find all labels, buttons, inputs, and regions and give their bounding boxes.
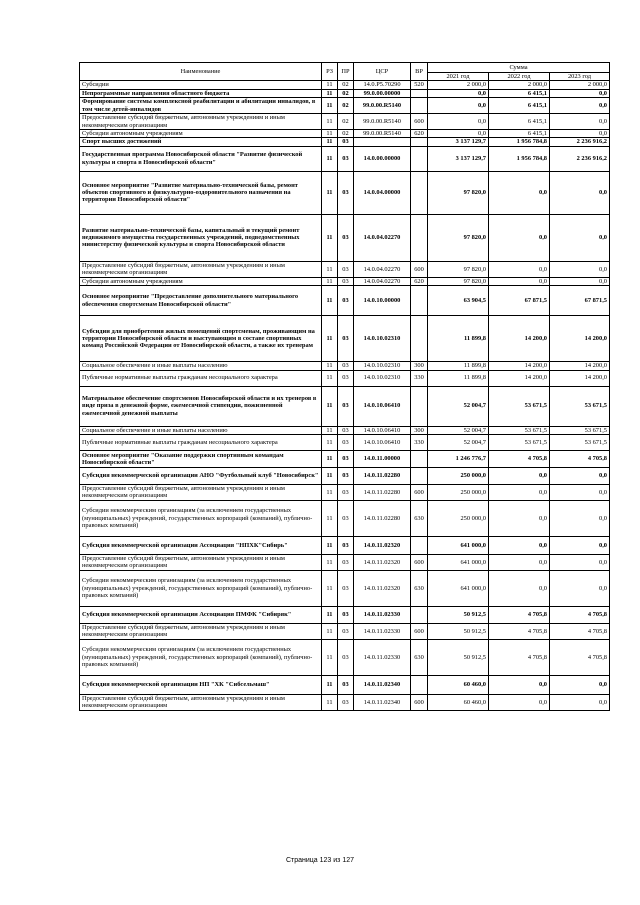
- cell-name: Государственная программа Новосибирской области "Развитие физической культуры и спорта в Новосибирской области": [80, 146, 322, 171]
- cell-csr: 99.0.00.R5140: [354, 130, 411, 138]
- cell-2023: 0,0: [550, 277, 610, 285]
- cell-2022: 6 415,1: [489, 130, 550, 138]
- cell-rz: 11: [322, 623, 338, 639]
- cell-vr: [411, 171, 428, 214]
- cell-name: Субсидии некоммерческим организациям (за исключением государственных (муниципальных) учреждений, государственных корпораций (компаний), публично-правовых компаний): [80, 639, 322, 675]
- cell-2022: 4 705,8: [489, 623, 550, 639]
- cell-2023: 0,0: [550, 114, 610, 130]
- cell-2023: 0,0: [550, 554, 610, 570]
- table-row: [80, 114, 610, 130]
- cell-2021: 250 000,0: [428, 484, 489, 500]
- table-row: [80, 484, 610, 500]
- cell-vr: [411, 98, 428, 114]
- cell-name: Непрограммные направления областного бюджета: [80, 89, 322, 97]
- cell-2021: 97 820,0: [428, 261, 489, 277]
- cell-pr: 03: [338, 434, 354, 450]
- cell-vr: 600: [411, 484, 428, 500]
- cell-vr: 300: [411, 426, 428, 434]
- table-row: [80, 81, 610, 89]
- cell-pr: 03: [338, 316, 354, 362]
- cell-pr: 03: [338, 286, 354, 316]
- cell-2023: 4 705,8: [550, 623, 610, 639]
- cell-pr: 02: [338, 130, 354, 138]
- table-row: [80, 277, 610, 285]
- cell-pr: 03: [338, 386, 354, 426]
- table-row: [80, 261, 610, 277]
- cell-2023: 0,0: [550, 484, 610, 500]
- cell-name: Предоставление субсидий бюджетным, автономным учреждениям и иным некоммерческим организациям: [80, 261, 322, 277]
- table-row: [80, 675, 610, 694]
- cell-csr: 14.0.10.06410: [354, 434, 411, 450]
- cell-vr: [411, 146, 428, 171]
- table-row: [80, 536, 610, 554]
- cell-rz: 11: [322, 362, 338, 370]
- header-name: Наименование: [80, 63, 322, 81]
- cell-2022: 0,0: [489, 554, 550, 570]
- cell-name: Субсидии автономным учреждениям: [80, 277, 322, 285]
- cell-vr: 600: [411, 623, 428, 639]
- cell-rz: 11: [322, 81, 338, 89]
- cell-rz: 11: [322, 484, 338, 500]
- cell-rz: 11: [322, 114, 338, 130]
- cell-pr: 03: [338, 362, 354, 370]
- cell-2022: 53 671,5: [489, 426, 550, 434]
- cell-pr: 03: [338, 675, 354, 694]
- cell-rz: 11: [322, 675, 338, 694]
- cell-name: Предоставление субсидий бюджетным, автономным учреждениям и иным некоммерческим организациям: [80, 623, 322, 639]
- cell-vr: [411, 606, 428, 623]
- cell-2021: 2 000,0: [428, 81, 489, 89]
- cell-name: Социальное обеспечение и иные выплаты населению: [80, 426, 322, 434]
- cell-2022: 0,0: [489, 214, 550, 261]
- cell-2021: 97 820,0: [428, 214, 489, 261]
- cell-rz: 11: [322, 98, 338, 114]
- cell-csr: 14.0.11.02340: [354, 675, 411, 694]
- cell-csr: 14.0.11.02280: [354, 500, 411, 536]
- table-row: [80, 316, 610, 362]
- cell-2022: 4 705,8: [489, 450, 550, 467]
- cell-pr: 03: [338, 536, 354, 554]
- cell-2023: 0,0: [550, 261, 610, 277]
- cell-vr: 330: [411, 434, 428, 450]
- cell-pr: 02: [338, 114, 354, 130]
- cell-rz: 11: [322, 316, 338, 362]
- cell-rz: 11: [322, 570, 338, 606]
- cell-2023: 0,0: [550, 467, 610, 484]
- cell-name: Субсидии автономным учреждениям: [80, 130, 322, 138]
- cell-2022: 14 200,0: [489, 370, 550, 386]
- table-row: [80, 639, 610, 675]
- cell-2022: 2 000,0: [489, 81, 550, 89]
- cell-2022: 14 200,0: [489, 316, 550, 362]
- cell-pr: 02: [338, 98, 354, 114]
- table-row: [80, 286, 610, 316]
- header-year-2021: 2021 год: [428, 73, 489, 81]
- cell-2021: 0,0: [428, 98, 489, 114]
- cell-2021: 52 004,7: [428, 426, 489, 434]
- cell-2023: 0,0: [550, 500, 610, 536]
- cell-csr: 14.0.11.02280: [354, 467, 411, 484]
- cell-rz: 11: [322, 277, 338, 285]
- cell-name: Субсидии для приобретения жилых помещений спортсменам, проживающим на территории Новосибирской области и выступающим в составе спортивных команд Российской Федерации от Новосибирской области, а также их тренерам: [80, 316, 322, 362]
- cell-csr: 99.0.00.00000: [354, 89, 411, 97]
- page-footer: Страница 123 из 127: [285, 857, 355, 864]
- cell-2022: 0,0: [489, 675, 550, 694]
- cell-2022: 1 956 784,8: [489, 146, 550, 171]
- cell-name: Публичные нормативные выплаты гражданам несоциального характера: [80, 370, 322, 386]
- table-row: [80, 171, 610, 214]
- cell-2021: 0,0: [428, 130, 489, 138]
- table-row: [80, 606, 610, 623]
- cell-name: Спорт высших достижений: [80, 138, 322, 146]
- cell-pr: 03: [338, 450, 354, 467]
- cell-name: Предоставление субсидий бюджетным, автономным учреждениям и иным некоммерческим организациям: [80, 554, 322, 570]
- cell-rz: 11: [322, 386, 338, 426]
- table-row: [80, 138, 610, 146]
- cell-vr: 300: [411, 362, 428, 370]
- cell-rz: 11: [322, 467, 338, 484]
- cell-vr: [411, 386, 428, 426]
- cell-2021: 52 004,7: [428, 434, 489, 450]
- cell-vr: 600: [411, 114, 428, 130]
- table-row: [80, 450, 610, 467]
- cell-2023: 0,0: [550, 536, 610, 554]
- cell-name: Основное мероприятие "Развитие материально-технической базы, ремонт объектов спортивного и физкультурно-оздоровительного назначения на территории Новосибирской области": [80, 171, 322, 214]
- cell-2023: 14 200,0: [550, 362, 610, 370]
- table-row: [80, 214, 610, 261]
- cell-name: Материальное обеспечение спортсменов Новосибирской области и их тренеров в виде приза в денежной форме, ежемесячной стипендии, пожизненной ежемесячной денежной выплаты: [80, 386, 322, 426]
- cell-2021: 11 899,8: [428, 362, 489, 370]
- cell-rz: 11: [322, 130, 338, 138]
- cell-2023: 53 671,5: [550, 434, 610, 450]
- header-sum: Сумма: [428, 63, 610, 73]
- cell-pr: 03: [338, 370, 354, 386]
- cell-2023: 0,0: [550, 570, 610, 606]
- cell-csr: 14.0.00.00000: [354, 146, 411, 171]
- cell-rz: 11: [322, 89, 338, 97]
- cell-2021: 250 000,0: [428, 467, 489, 484]
- cell-2023: 53 671,5: [550, 426, 610, 434]
- header-vr: ВР: [411, 63, 428, 81]
- cell-2023: 0,0: [550, 130, 610, 138]
- cell-name: Субсидия некоммерческой организации Ассоциация ПМФК "Сибиряк": [80, 606, 322, 623]
- cell-name: Субсидия некоммерческой организации НП "ХК "Сибсельмаш": [80, 675, 322, 694]
- cell-vr: [411, 316, 428, 362]
- cell-name: Предоставление субсидий бюджетным, автономным учреждениям и иным некоммерческим организациям: [80, 114, 322, 130]
- cell-csr: 14.0.P5.70290: [354, 81, 411, 89]
- cell-2021: 11 899,8: [428, 316, 489, 362]
- cell-2023: 14 200,0: [550, 316, 610, 362]
- cell-rz: 11: [322, 261, 338, 277]
- cell-2022: 0,0: [489, 467, 550, 484]
- cell-2021: 3 137 129,7: [428, 146, 489, 171]
- cell-rz: 11: [322, 606, 338, 623]
- cell-2023: 0,0: [550, 98, 610, 114]
- header-pr: ПР: [338, 63, 354, 81]
- cell-csr: 99.0.00.R5140: [354, 98, 411, 114]
- cell-pr: 03: [338, 570, 354, 606]
- cell-pr: 03: [338, 500, 354, 536]
- cell-pr: 03: [338, 467, 354, 484]
- cell-2023: 0,0: [550, 694, 610, 710]
- cell-name: Формирование системы комплексной реабилитации и абилитации инвалидов, в том числе детей-инвалидов: [80, 98, 322, 114]
- cell-vr: 630: [411, 639, 428, 675]
- table-row: [80, 98, 610, 114]
- cell-vr: [411, 536, 428, 554]
- cell-2023: 0,0: [550, 171, 610, 214]
- cell-name: Развитие материально-технической базы, капитальный и текущий ремонт недвижимого имущества государственных учреждений, подведомственных министерству физической культуры и спорта Новосибирской области: [80, 214, 322, 261]
- cell-2021: 0,0: [428, 89, 489, 97]
- cell-2022: 0,0: [489, 484, 550, 500]
- cell-2023: 2 236 916,2: [550, 146, 610, 171]
- cell-2023: 67 871,5: [550, 286, 610, 316]
- table-row: [80, 434, 610, 450]
- cell-vr: 630: [411, 500, 428, 536]
- cell-2022: 6 415,1: [489, 89, 550, 97]
- cell-rz: 11: [322, 434, 338, 450]
- table-body: [80, 81, 610, 711]
- cell-name: Основное мероприятие "Оказание поддержки спортивным командам Новосибирской области": [80, 450, 322, 467]
- cell-2021: 50 912,5: [428, 606, 489, 623]
- cell-csr: 14.0.10.02310: [354, 362, 411, 370]
- cell-pr: 03: [338, 146, 354, 171]
- cell-vr: 600: [411, 261, 428, 277]
- cell-vr: 600: [411, 694, 428, 710]
- cell-vr: 330: [411, 370, 428, 386]
- cell-rz: 11: [322, 370, 338, 386]
- cell-vr: 600: [411, 554, 428, 570]
- cell-2021: 0,0: [428, 114, 489, 130]
- cell-2021: 1 246 776,7: [428, 450, 489, 467]
- cell-2022: 0,0: [489, 536, 550, 554]
- cell-2021: 641 000,0: [428, 536, 489, 554]
- cell-2022: 0,0: [489, 570, 550, 606]
- header-year-2022: 2022 год: [489, 73, 550, 81]
- cell-2022: 4 705,8: [489, 606, 550, 623]
- header-year-2023: 2023 год: [550, 73, 610, 81]
- cell-2022: 0,0: [489, 500, 550, 536]
- cell-2022: 0,0: [489, 277, 550, 285]
- cell-rz: 11: [322, 214, 338, 261]
- cell-rz: 11: [322, 286, 338, 316]
- cell-2022: 0,0: [489, 694, 550, 710]
- cell-pr: 02: [338, 89, 354, 97]
- budget-table: [79, 62, 610, 711]
- cell-csr: 14.0.04.02270: [354, 261, 411, 277]
- cell-csr: 14.0.11.02280: [354, 484, 411, 500]
- table-row: [80, 146, 610, 171]
- cell-csr: 14.0.11.02320: [354, 570, 411, 606]
- cell-2023: 0,0: [550, 214, 610, 261]
- cell-2022: 1 956 784,8: [489, 138, 550, 146]
- cell-rz: 11: [322, 138, 338, 146]
- cell-name: Публичные нормативные выплаты гражданам несоциального характера: [80, 434, 322, 450]
- cell-pr: 03: [338, 639, 354, 675]
- table-row: [80, 386, 610, 426]
- cell-name: Субсидия некоммерческой организации Ассоциация "НПХК"Сибирь": [80, 536, 322, 554]
- cell-2021: 60 460,0: [428, 675, 489, 694]
- cell-name: Субсидии некоммерческим организациям (за исключением государственных (муниципальных) учреждений, государственных корпораций (компаний), публично-правовых компаний): [80, 500, 322, 536]
- table-row: [80, 554, 610, 570]
- table-row: [80, 370, 610, 386]
- cell-rz: 11: [322, 500, 338, 536]
- cell-2022: 4 705,8: [489, 639, 550, 675]
- table-row: [80, 89, 610, 97]
- budget-table-container: [79, 62, 609, 711]
- header-rz: РЗ: [322, 63, 338, 81]
- cell-rz: 11: [322, 171, 338, 214]
- cell-pr: 03: [338, 694, 354, 710]
- cell-csr: 14.0.04.02270: [354, 277, 411, 285]
- cell-pr: 03: [338, 484, 354, 500]
- cell-name: Основное мероприятие "Предоставление дополнительного материального обеспечения спортсменам Новосибирской области": [80, 286, 322, 316]
- cell-name: Предоставление субсидий бюджетным, автономным учреждениям и иным некоммерческим организациям: [80, 484, 322, 500]
- cell-rz: 11: [322, 146, 338, 171]
- cell-rz: 11: [322, 536, 338, 554]
- cell-2023: 2 000,0: [550, 81, 610, 89]
- cell-vr: 620: [411, 277, 428, 285]
- cell-2023: 4 705,8: [550, 639, 610, 675]
- cell-2021: 3 137 129,7: [428, 138, 489, 146]
- table-row: [80, 426, 610, 434]
- cell-rz: 11: [322, 694, 338, 710]
- cell-pr: 03: [338, 277, 354, 285]
- cell-2021: 97 820,0: [428, 171, 489, 214]
- cell-csr: 14.0.11.02320: [354, 536, 411, 554]
- cell-2022: 6 415,1: [489, 114, 550, 130]
- cell-rz: 11: [322, 639, 338, 675]
- cell-csr: 99.0.00.R5140: [354, 114, 411, 130]
- cell-csr: 14.0.11.02330: [354, 639, 411, 675]
- cell-2023: 14 200,0: [550, 370, 610, 386]
- cell-2023: 2 236 916,2: [550, 138, 610, 146]
- cell-pr: 03: [338, 606, 354, 623]
- cell-pr: 03: [338, 261, 354, 277]
- cell-2021: 50 912,5: [428, 639, 489, 675]
- table-row: [80, 570, 610, 606]
- cell-csr: 14.0.04.02270: [354, 214, 411, 261]
- cell-2021: 641 000,0: [428, 570, 489, 606]
- table-row: [80, 500, 610, 536]
- cell-name: Субсидии: [80, 81, 322, 89]
- cell-vr: [411, 89, 428, 97]
- cell-2022: 0,0: [489, 171, 550, 214]
- cell-csr: 14.0.10.06410: [354, 386, 411, 426]
- cell-csr: 14.0.11.02320: [354, 554, 411, 570]
- cell-2022: 0,0: [489, 261, 550, 277]
- cell-name: Субсидии некоммерческим организациям (за исключением государственных (муниципальных) учреждений, государственных корпораций (компаний), публично-правовых компаний): [80, 570, 322, 606]
- cell-name: Социальное обеспечение и иные выплаты населению: [80, 362, 322, 370]
- cell-2021: 250 000,0: [428, 500, 489, 536]
- cell-2023: 4 705,8: [550, 450, 610, 467]
- cell-name: Предоставление субсидий бюджетным, автономным учреждениям и иным некоммерческим организациям: [80, 694, 322, 710]
- cell-csr: 14.0.11.00000: [354, 450, 411, 467]
- cell-2022: 53 671,5: [489, 434, 550, 450]
- cell-vr: [411, 450, 428, 467]
- cell-2021: 52 004,7: [428, 386, 489, 426]
- cell-2022: 6 415,1: [489, 98, 550, 114]
- cell-rz: 11: [322, 554, 338, 570]
- cell-pr: 03: [338, 171, 354, 214]
- cell-rz: 11: [322, 426, 338, 434]
- cell-2023: 0,0: [550, 89, 610, 97]
- cell-2021: 641 000,0: [428, 554, 489, 570]
- cell-2021: 63 904,5: [428, 286, 489, 316]
- table-row: [80, 362, 610, 370]
- cell-2023: 0,0: [550, 675, 610, 694]
- cell-vr: [411, 675, 428, 694]
- cell-pr: 03: [338, 426, 354, 434]
- cell-csr: 14.0.10.06410: [354, 426, 411, 434]
- cell-2021: 11 899,8: [428, 370, 489, 386]
- cell-pr: 03: [338, 623, 354, 639]
- cell-2022: 14 200,0: [489, 362, 550, 370]
- cell-csr: 14.0.10.00000: [354, 286, 411, 316]
- cell-pr: 03: [338, 554, 354, 570]
- cell-csr: 14.0.11.02340: [354, 694, 411, 710]
- cell-2021: 97 820,0: [428, 277, 489, 285]
- cell-vr: 520: [411, 81, 428, 89]
- table-row: [80, 130, 610, 138]
- table-row: [80, 623, 610, 639]
- cell-pr: 02: [338, 81, 354, 89]
- cell-2022: 67 871,5: [489, 286, 550, 316]
- cell-name: Субсидия некоммерческой организации АНО "Футбольный клуб "Новосибирск": [80, 467, 322, 484]
- cell-vr: [411, 214, 428, 261]
- cell-vr: 620: [411, 130, 428, 138]
- cell-csr: [354, 138, 411, 146]
- cell-2023: 53 671,5: [550, 386, 610, 426]
- cell-pr: 03: [338, 214, 354, 261]
- cell-csr: 14.0.10.02310: [354, 370, 411, 386]
- cell-2023: 4 705,8: [550, 606, 610, 623]
- cell-2021: 50 912,5: [428, 623, 489, 639]
- cell-vr: [411, 286, 428, 316]
- cell-vr: 630: [411, 570, 428, 606]
- table-row: [80, 467, 610, 484]
- cell-vr: [411, 138, 428, 146]
- cell-csr: 14.0.04.00000: [354, 171, 411, 214]
- cell-csr: 14.0.10.02310: [354, 316, 411, 362]
- cell-pr: 03: [338, 138, 354, 146]
- cell-csr: 14.0.11.02330: [354, 606, 411, 623]
- header-csr: ЦСР: [354, 63, 411, 81]
- cell-csr: 14.0.11.02330: [354, 623, 411, 639]
- cell-2022: 53 671,5: [489, 386, 550, 426]
- cell-vr: [411, 467, 428, 484]
- cell-rz: 11: [322, 450, 338, 467]
- table-row: [80, 694, 610, 710]
- cell-2021: 60 460,0: [428, 694, 489, 710]
